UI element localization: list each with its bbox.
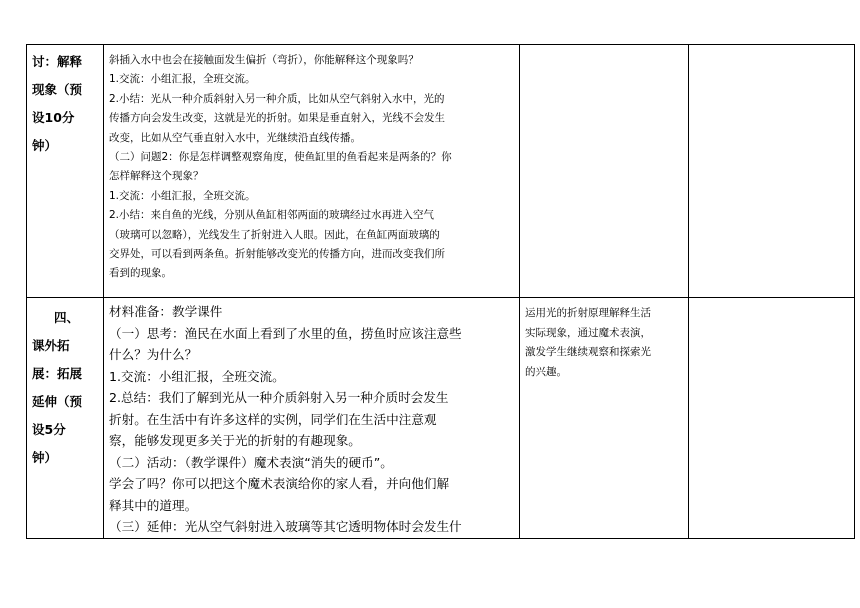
- content-line: 2.小结：光从一种介质斜射入另一种介质，比如从空气斜射入水中，光的: [109, 92, 445, 105]
- intent-line: 的兴趣。: [525, 365, 567, 378]
- content-line: （二）活动：（教学课件）魔术表演“消失的硬币”。: [109, 454, 393, 470]
- lesson-plan-table: [26, 44, 855, 539]
- table-row: [27, 298, 855, 539]
- content-line: 2.总结：我们了解到光从一种介质斜射入另一种介质时会发生: [109, 390, 449, 405]
- content-line: 1.交流：小组汇报，全班交流。: [109, 73, 256, 86]
- content-line: 察，能够发现更多关于光的折射的有趣现象。: [109, 433, 361, 448]
- stage-line: 设10分: [32, 110, 75, 125]
- extra-cell: [689, 298, 855, 539]
- content-line: （玻璃可以忽略），光线发生了折射进入人眼。因此，在鱼缸两面玻璃的: [109, 228, 440, 241]
- content-line: 学会了吗？你可以把这个魔术表演给你的家人看，并向他们解: [109, 476, 450, 491]
- stage-line: 设5分: [32, 422, 66, 437]
- content-line: 1.交流：小组汇报，全班交流。: [109, 189, 256, 202]
- content-line: 材料准备：教学课件: [109, 304, 223, 319]
- content-line: 改变，比如从空气垂直射入水中，光继续沿直线传播。: [109, 131, 361, 144]
- extra-cell: [689, 45, 855, 298]
- intent-line: 实际现象，通过魔术表演，: [525, 326, 651, 339]
- content-line: 释其中的道理。: [109, 497, 198, 513]
- content-line: 怎样解释这个现象？: [109, 170, 204, 183]
- intent-line: 激发学生继续观察和探索光: [525, 346, 651, 358]
- content-line: （一）思考：渔民在水面上看到了水里的鱼，捞鱼时应该注意些: [109, 325, 462, 341]
- stage-line: 讨：解释: [32, 54, 83, 69]
- content-cell: [104, 298, 520, 539]
- content-line: 折射。在生活中有许多这样的实例，同学们在生活中注意观: [109, 411, 437, 427]
- stage-line: 四、: [53, 310, 79, 325]
- stage-cell: [27, 298, 104, 539]
- intent-cell: [520, 298, 689, 539]
- content-line: 交界处，可以看到两条鱼。折射能够改变光的传播方向，进而改变我们所: [109, 248, 445, 261]
- content-line: 2.小结：来自鱼的光线，分别从鱼缸相邻两面的玻璃经过水再进入空气: [109, 209, 435, 222]
- table-row: [27, 45, 855, 298]
- content-line: 什么？为什么？: [109, 347, 198, 362]
- stage-line: 课外拓: [32, 338, 70, 353]
- stage-line: 钟）: [32, 138, 58, 153]
- content-line: 1.交流：小组汇报，全班交流。: [109, 368, 285, 384]
- stage-line: 延伸（预: [32, 394, 83, 409]
- content-line: （二）问题2：你是怎样调整观察角度，使鱼缸里的鱼看起来是两条的？你: [109, 151, 452, 164]
- stage-line: 现象（预: [32, 82, 83, 97]
- content-line: 传播方向会发生改变，这就是光的折射。如果是垂直射入，光线不会发生: [109, 112, 445, 125]
- content-line: 斜插入水中也会在接触面发生偏折（弯折），你能解释这个现象吗？: [109, 54, 419, 66]
- stage-cell: [27, 45, 104, 298]
- content-cell: [104, 45, 520, 298]
- content-line: 看到的现象。: [109, 267, 172, 280]
- stage-line: 钟）: [32, 450, 58, 465]
- intent-line: 运用光的折射原理解释生活: [525, 307, 651, 319]
- intent-cell: [520, 45, 689, 298]
- content-line: （三）延伸：光从空气斜射进入玻璃等其它透明物体时会发生什: [109, 519, 462, 534]
- stage-line: 展：拓展: [32, 366, 83, 381]
